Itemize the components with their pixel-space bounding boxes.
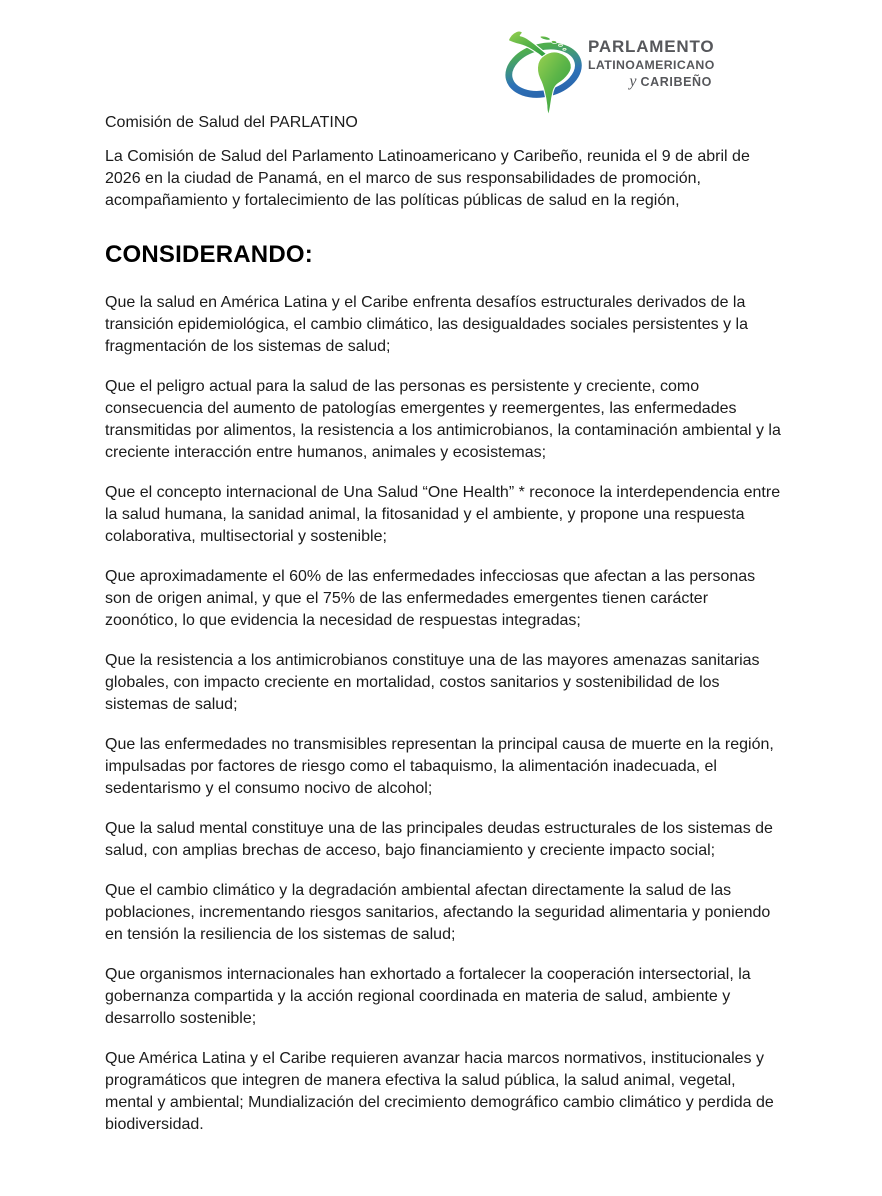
logo-line-latinoamericano: LATINOAMERICANO — [588, 58, 715, 72]
logo-line-parlamento: PARLAMENTO — [588, 37, 715, 56]
parlatino-logo — [498, 24, 758, 116]
considerando-paragraph-4: Que aproximadamente el 60% de las enfermedades infecciosas que afectan a las personas son de origen animal, y que el 75% de las enfermedades emergentes tienen carácter zoonótico, lo que evidencia la necesidad de respuestas integradas; — [105, 568, 756, 629]
considerando-paragraph-8: Que el cambio climático y la degradación ambiental afectan directamente la salud de las poblaciones, incrementando riesgos sanitarios, afectando la seguridad alimentaria y poniendo en tensión la resiliencia de los sistemas de salud; — [105, 882, 771, 943]
considerando-paragraph-5: Que la resistencia a los antimicrobianos constituye una de las mayores amenazas sanitarias globales, con impacto creciente en mortalidad, costos sanitarios y sostenibilidad de los sistemas de salud; — [105, 652, 760, 713]
parlatino-globe-icon — [498, 26, 594, 116]
intro-paragraph: La Comisión de Salud del Parlamento Latinoamericano y Caribeño, reunida el 9 de abril de 2026 en la ciudad de Panamá, en el marco de sus responsabilidades de promoción, acompañamiento y fortalecimiento de las políticas públicas de salud en la región, — [105, 148, 750, 209]
considerando-paragraph-9: Que organismos internacionales han exhortado a fortalecer la cooperación intersectorial, la gobernanza compartida y la acción regional coordinada en materia de salud, ambiente y desarrollo sostenible; — [105, 966, 751, 1027]
document-content — [105, 112, 781, 1154]
considerando-paragraph-7: Que la salud mental constituye una de las principales deudas estructurales de los sistemas de salud, con amplias brechas de acceso, bajo financiamiento y creciente impacto social; — [105, 820, 773, 859]
logo-line-caribeno — [588, 73, 712, 91]
logo-caribeno: CARIBEÑO — [640, 75, 712, 89]
considerando-heading: CONSIDERANDO: — [105, 241, 313, 268]
parlatino-logo-text — [588, 37, 715, 91]
considerando-paragraph-2: Que el peligro actual para la salud de las personas es persistente y creciente, como consecuencia del aumento de patologías emergentes y reemergentes, las enfermedades transmitidas por alimentos, la resistencia a los antimicrobianos, la contaminación ambiental y la creciente interacción entre humanos, animales y ecosistemas; — [105, 378, 781, 461]
commission-title: Comisión de Salud del PARLATINO — [105, 114, 358, 131]
considerando-paragraph-6: Que las enfermedades no transmisibles representan la principal causa de muerte en la región, impulsadas por factores de riesgo como el tabaquismo, la alimentación inadecuada, el sedentarismo y el consumo nocivo de alcohol; — [105, 736, 774, 797]
considerando-paragraph-10: Que América Latina y el Caribe requieren avanzar hacia marcos normativos, institucionales y programáticos que integren de manera efectiva la salud pública, la salud animal, vegetal, mental y ambiental; Mundialización del crecimiento demográfico cambio climático y perdida de biodiversidad. — [105, 1050, 774, 1133]
considerando-paragraph-3: Que el concepto internacional de Una Salud “One Health” * reconoce la interdependencia entre la salud humana, la sanidad animal, la fitosanidad y el ambiente, y propone una respuesta colaborativa, multisectorial y sostenible; — [105, 484, 781, 545]
logo-y: y — [629, 73, 637, 90]
considerando-paragraph-1: Que la salud en América Latina y el Caribe enfrenta desafíos estructurales derivados de la transición epidemiológica, el cambio climático, las desigualdades sociales persistentes y la fragmentación de los sistemas de salud; — [105, 294, 748, 355]
